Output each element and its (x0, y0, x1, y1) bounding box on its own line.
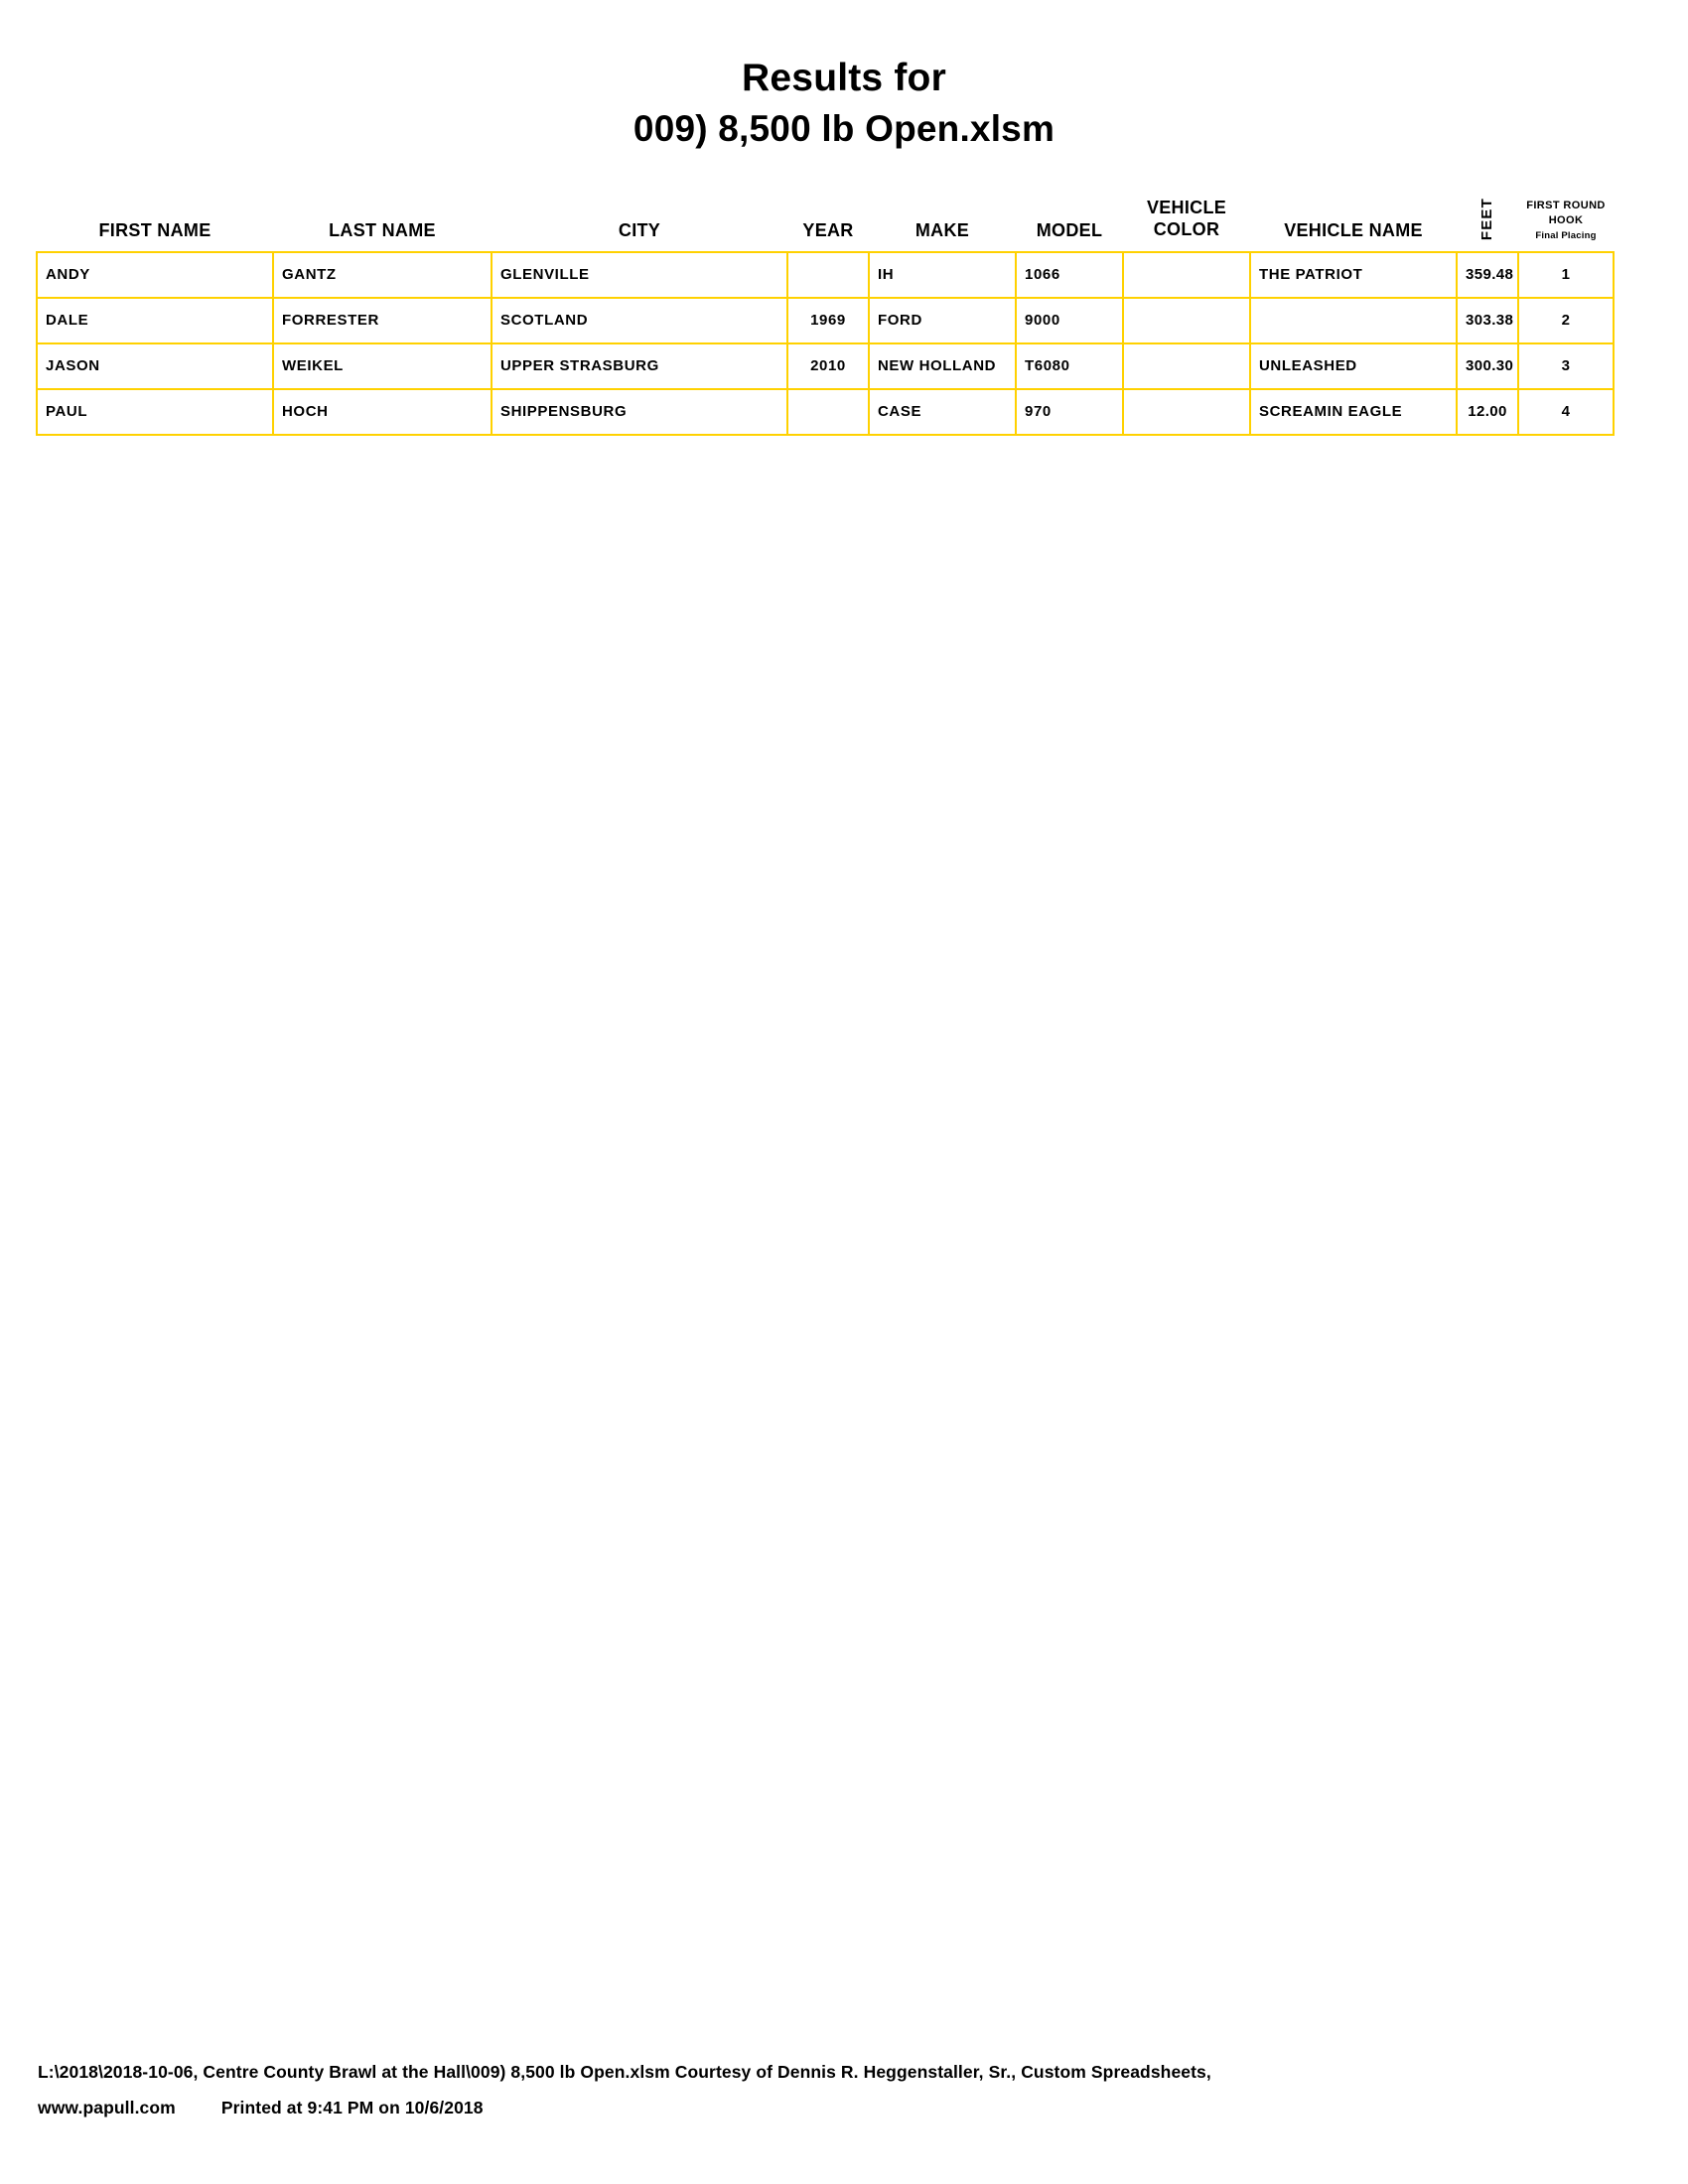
page-title (0, 0, 1688, 157)
cell-vehicle-color (1123, 389, 1250, 435)
cell-make: IH (869, 252, 1016, 298)
cell-city: UPPER STRASBURG (492, 343, 787, 389)
cell-feet: 300.30 (1457, 343, 1518, 389)
results-table-container (36, 191, 1652, 436)
table-row (37, 343, 1614, 389)
feet-label-vertical: FEET (1478, 198, 1496, 241)
cell-last-name: FORRESTER (273, 298, 492, 343)
placing-line-3: Final Placing (1535, 229, 1597, 241)
cell-model: 1066 (1016, 252, 1123, 298)
column-header-first-name: FIRST NAME (98, 219, 211, 240)
title-line-2: 009) 8,500 lb Open.xlsm (633, 108, 1055, 150)
cell-placing: 4 (1518, 389, 1614, 435)
cell-feet: 303.38 (1457, 298, 1518, 343)
table-row (37, 389, 1614, 435)
column-header-vehicle-name: VEHICLE NAME (1284, 219, 1423, 240)
cell-year (787, 252, 869, 298)
placing-line-2: HOOK (1548, 213, 1584, 226)
cell-placing: 2 (1518, 298, 1614, 343)
cell-vehicle-name: UNLEASHED (1250, 343, 1457, 389)
cell-model: 970 (1016, 389, 1123, 435)
cell-year: 1969 (787, 298, 869, 343)
column-header-final-placing (1518, 191, 1614, 252)
cell-vehicle-color (1123, 252, 1250, 298)
cell-last-name: GANTZ (273, 252, 492, 298)
title-line-1: Results for (742, 57, 946, 99)
cell-placing: 1 (1518, 252, 1614, 298)
cell-vehicle-color (1123, 298, 1250, 343)
cell-first-name: DALE (37, 298, 273, 343)
footer-website: www.papull.com (38, 2098, 176, 2118)
vehicle-color-line-2: COLOR (1153, 219, 1220, 240)
cell-vehicle-name (1250, 298, 1457, 343)
cell-make: FORD (869, 298, 1016, 343)
column-header-vehicle-color (1123, 191, 1250, 252)
placing-line-1: FIRST ROUND (1526, 199, 1606, 211)
cell-year (787, 389, 869, 435)
column-header-last-name: LAST NAME (329, 219, 436, 240)
cell-feet: 12.00 (1457, 389, 1518, 435)
column-header-city: CITY (618, 219, 661, 240)
column-header-feet (1457, 191, 1518, 252)
cell-first-name: ANDY (37, 252, 273, 298)
column-header-make: MAKE (914, 219, 970, 240)
cell-first-name: PAUL (37, 389, 273, 435)
footer-path-credit: L:\2018\2018-10-06, Centre County Brawl at the Hall\009) 8,500 lb Open.xlsm Courtesy of Dennis R. Heggenstaller, Sr., Custom Spreadsheets, (38, 2061, 1211, 2082)
cell-city: SHIPPENSBURG (492, 389, 787, 435)
table-row (37, 298, 1614, 343)
cell-city: GLENVILLE (492, 252, 787, 298)
cell-last-name: WEIKEL (273, 343, 492, 389)
cell-placing: 3 (1518, 343, 1614, 389)
footer-second-line (38, 2090, 1211, 2126)
cell-feet: 359.48 (1457, 252, 1518, 298)
cell-vehicle-color (1123, 343, 1250, 389)
vehicle-color-line-1: VEHICLE (1146, 197, 1227, 217)
cell-year: 2010 (787, 343, 869, 389)
footer-printed-timestamp: Printed at 9:41 PM on 10/6/2018 (220, 2098, 484, 2118)
cell-city: SCOTLAND (492, 298, 787, 343)
cell-make: CASE (869, 389, 1016, 435)
results-table (36, 191, 1615, 436)
page-footer (38, 2054, 1211, 2127)
table-row (37, 252, 1614, 298)
cell-last-name: HOCH (273, 389, 492, 435)
cell-make: NEW HOLLAND (869, 343, 1016, 389)
cell-first-name: JASON (37, 343, 273, 389)
table-header (37, 191, 1614, 252)
column-header-model: MODEL (1036, 219, 1103, 240)
column-header-year: YEAR (802, 219, 854, 240)
cell-model: 9000 (1016, 298, 1123, 343)
cell-vehicle-name: THE PATRIOT (1250, 252, 1457, 298)
cell-model: T6080 (1016, 343, 1123, 389)
table-header-row (37, 191, 1614, 252)
cell-vehicle-name: SCREAMIN EAGLE (1250, 389, 1457, 435)
table-body (37, 252, 1614, 435)
